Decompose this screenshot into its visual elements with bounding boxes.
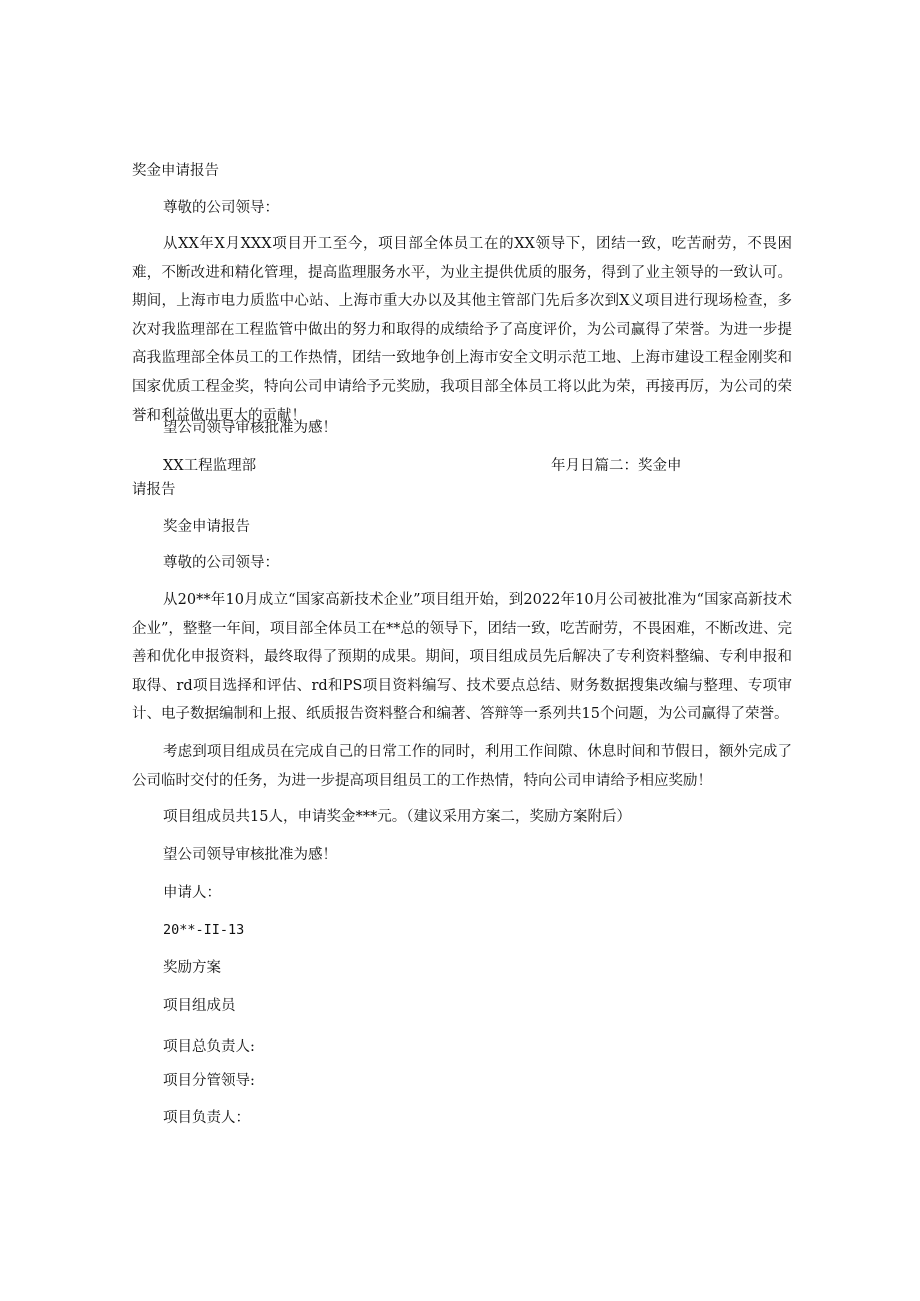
letter2-paragraph-1: 从20**年10月成立“国家高新技术企业”项目组开始，到2022年10月公司被批准为“国家高新技术企业”，整整一年间，项目部全体员工在**总的领导下，团结一致，吃苦耐劳，不畏困难，不断改进、完善和优化申报资料，最终取得了预期的成果。期间，项目组成员先后解决了专利资料整编、专利申报和取得、rd项目选择和评估、rd和PS项目资料编写、技术要点总结、财务数据搜集改编与整理、专项审计、电子数据编制和上报、纸质报告资料整合和编著、答辩等一系列共15个问题，为公司赢得了荣誉。 <box>132 592 792 723</box>
letter1-salutation: 尊敬的公司领导： <box>163 200 279 216</box>
letter2-salutation: 尊敬的公司领导： <box>163 555 279 571</box>
application-date: 20**-II-13 <box>163 922 245 938</box>
letter1-body: 从XX年X月XXX项目开工至今，项目部全体员工在的XX领导下，团结一致，吃苦耐劳，不畏困难，不断改进和精化管理，提高监理服务水平，为业主提供优质的服务，得到了业主领导的一致认可。期间，上海市电力质监中心站、上海市重大办以及其他主管部门先后多次到X义项目进行现场检查，多次对我监理部在工程监管中做出的努力和取得的成绩给予了高度评价，为公司赢得了荣誉。为进一步提高我监理部全体员工的工作热情，团结一致地争创上海市安全文明示范工地、上海市建设工程金刚奖和国家优质工程金奖，特向公司申请给予元奖励，我项目部全体员工将以此为荣，再接再厉，为公司的荣誉和利益做出更大的贡献！ <box>132 236 792 424</box>
applicant-label: 申请人： <box>163 885 221 901</box>
letter2-paragraph-2: 考虑到项目组成员在完成自己的日常工作的同时，利用工作间隙、休息时间和节假日，额外完成了公司临时交付的任务，为进一步提高项目组员工的工作热情，特向公司申请给予相应奖励！ <box>132 744 792 789</box>
role-project-lead: 项目负责人： <box>163 1110 250 1126</box>
letter1-signature-date: 年月日篇二：奖金申 <box>551 458 682 474</box>
role-project-director: 项目总负责人: <box>163 1039 255 1055</box>
letter2-heading-continued: 请报告 <box>132 482 176 498</box>
role-supervising-leader: 项目分管领导: <box>163 1073 255 1089</box>
letter2-closing: 望公司领导审核批准为感！ <box>163 847 337 863</box>
members-label: 项目组成员 <box>163 998 236 1014</box>
letter1-title: 奖金申请报告 <box>132 163 219 179</box>
letter2-paragraph-3: 项目组成员共15人，申请奖金***元。（建议采用方案二，奖励方案附后） <box>163 809 631 825</box>
letter2-title: 奖金申请报告 <box>163 519 250 535</box>
letter1-closing: 望公司领导审核批准为感！ <box>163 420 337 436</box>
reward-plan-title: 奖励方案 <box>163 960 221 976</box>
letter1-signature-dept: XX工程监理部 <box>163 458 257 474</box>
